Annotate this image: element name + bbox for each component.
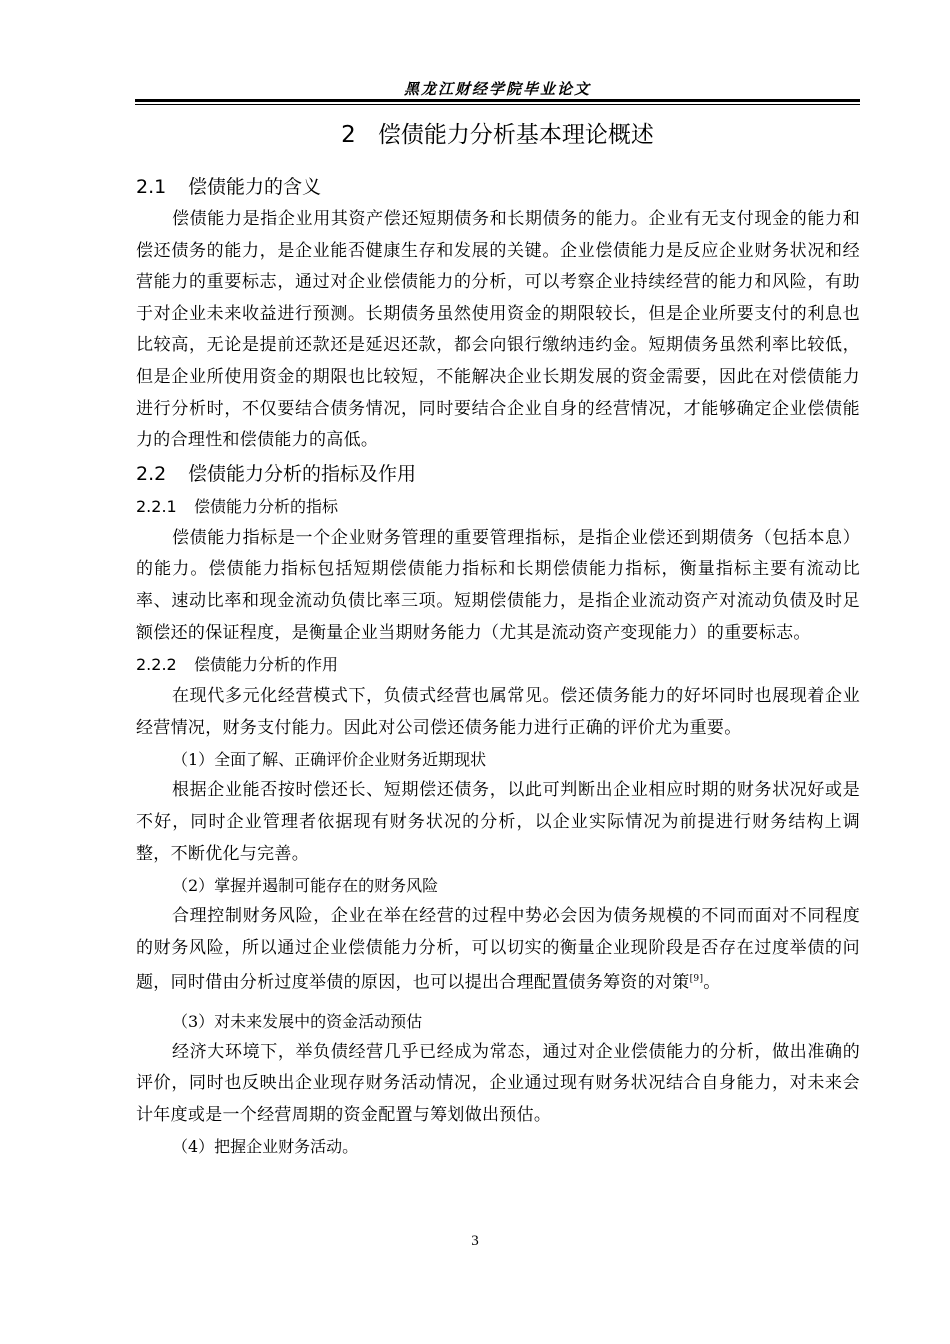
list-item: （2）掌握并遏制可能存在的财务风险	[172, 876, 439, 896]
subsection-title: 偿债能力分析的指标	[194, 496, 339, 516]
chapter-number: 2	[341, 122, 356, 148]
section-number: 2.2	[136, 462, 167, 485]
body-content	[136, 170, 860, 1162]
running-header: 黑龙江财经学院毕业论文	[403, 80, 591, 98]
list-item: （3）对未来发展中的资金活动预估	[172, 1011, 423, 1031]
section-heading-2-1	[136, 170, 860, 204]
paragraph	[136, 901, 860, 999]
paragraph: 偿债能力是指企业用其资产偿还短期债务和长期债务的能力。企业有无支付现金的能力和偿还债务的能力，是企业能否健康生存和发展的关键。企业偿债能力是反应企业财务状况和经营能力的重要标志，通过对企业偿债能力的分析，可以考察企业持续经营的能力和风险，有助于对企业未来收益进行预测。长期债务虽然使用资金的期限较长，但是企业所要支付的利息也比较高，无论是提前还款还是延迟还款，都会向银行缴纳违约金。短期债务虽然利率比较低，但是企业所使用资金的期限也比较短，不能解决企业长期发展的资金需要，因此在对偿债能力进行分析时，不仅要结合债务情况，同时要结合企业自身的经营情况，才能够确定企业偿债能力的合理性和偿债能力的高低。	[136, 209, 860, 451]
subsection-number: 2.2.1	[136, 496, 177, 516]
chapter-title	[135, 116, 860, 149]
paragraph: 根据企业能否按时偿还长、短期偿还债务，以此可判断出企业相应时期的财务状况好或是不好，同时企业管理者依据现有财务状况的分析，以企业实际情况为前提进行财务结构上调整，不断优化与完善。	[136, 780, 860, 864]
paragraph: 偿债能力指标是一个企业财务管理的重要管理指标，是指企业偿还到期债务（包括本息）的能力。偿债能力指标包括短期偿债能力指标和长期偿债能力指标，衡量指标主要有流动比率、速动比率和现金流动负债比率三项。短期偿债能力，是指企业流动资产对流动负债及时足额偿还的保证程度，是衡量企业当期财务能力（尤其是流动资产变现能力）的重要标志。	[136, 527, 860, 643]
list-item: （4）把握企业财务活动。	[172, 1137, 359, 1157]
list-item: （1）全面了解、正确评价企业财务近期现状	[172, 750, 487, 770]
paragraph: 经济大环境下，举负债经营几乎已经成为常态，通过对企业偿债能力的分析，做出准确的评价，同时也反映出企业现存财务活动情况，企业通过现有财务状况结合自身能力，对未来会计年度或是一个经营周期的资金配置与筹划做出预估。	[136, 1041, 860, 1125]
paragraph: 在现代多元化经营模式下，负债式经营也属常见。偿还债务能力的好坏同时也展现着企业经营情况，财务支付能力。因此对公司偿还债务能力进行正确的评价尤为重要。	[136, 686, 860, 738]
header-rule-thick	[135, 99, 860, 102]
subsection-heading-2-2-1	[136, 491, 860, 523]
section-title: 偿债能力的含义	[188, 176, 322, 198]
subsection-heading-2-2-2	[136, 649, 860, 681]
citation-ref: [9]	[689, 974, 704, 985]
page-number: 3	[471, 1233, 479, 1249]
chapter-title-text: 偿债能力分析基本理论概述	[377, 122, 654, 148]
header-rule-thin	[135, 104, 860, 105]
paragraph-text: 合理控制财务风险，企业在举在经营的过程中势必会因为债务规模的不同而面对不同程度的财务风险，所以通过企业偿债能力分析，可以切实的衡量企业现阶段是否存在过度举债的问题，同时借由分析过度举债的原因，也可以提出合理配置债务筹资的对策	[136, 906, 860, 993]
subsection-title: 偿债能力分析的作用	[194, 655, 339, 675]
section-title: 偿债能力分析的指标及作用	[188, 462, 417, 485]
section-heading-2-2	[136, 457, 860, 491]
section-number: 2.1	[136, 176, 167, 198]
paragraph-end: 。	[703, 972, 721, 993]
subsection-number: 2.2.2	[136, 655, 177, 675]
